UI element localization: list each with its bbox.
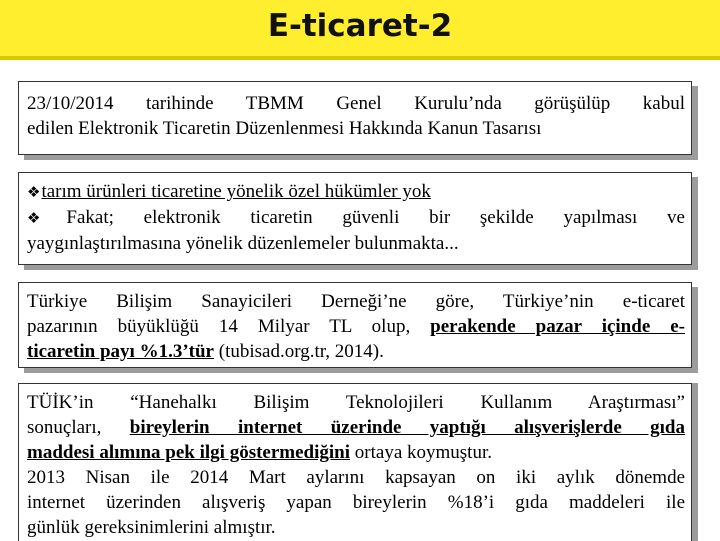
text-box-bullets [18,172,692,265]
box3-line-3 [27,339,685,364]
diamond-bullet-icon: ❖ [27,209,66,227]
box4-line-1: TÜİK’in “Hanehalkı Bilişim Teknolojileri Kullanım Araştırması” [27,392,685,413]
box3-emphasis-2: ticaretin payı %1.3’tür [27,341,214,362]
diamond-bullet-icon: ❖ [27,183,41,201]
bullet-item-1-text: tarım ürünleri ticaretine yönelik özel hükümler yok [41,181,431,202]
box4-emphasis-1: bireylerin internet üzerinde yaptığı alışverişlerde gıda [129,417,685,438]
box4-line-3 [27,440,685,465]
box4-line-3-plain: ortaya koymuştur. [350,442,492,463]
bullet-item-2 [27,205,685,231]
text-box-law-proposal [18,81,692,155]
box4-line-4: 2013 Nisan ile 2014 Mart aylarını kapsayan on iki aylık dönemde [27,467,685,488]
box3-citation: (tubisad.org.tr, 2014). [214,341,384,362]
bullet-item-1 [27,179,685,205]
title-bar [0,0,720,60]
text-box-market-size [18,282,692,368]
box3-line-1: Türkiye Bilişim Sanayicileri Derneği’ne göre, Türkiye’nin e-ticaret [27,291,685,312]
box3-emphasis-1: perakende pazar içinde e- [430,316,685,337]
box3-line-2 [27,314,685,339]
box3-line-2-plain: pazarının büyüklüğü 14 Milyar TL olup, [27,316,431,337]
box4-line-2-plain: sonuçları, [27,417,130,438]
box4-line-2 [27,415,685,440]
bullet-item-2-text: Fakat; elektronik ticaretin güvenli bir şekilde yapılması ve [66,207,685,228]
box4-line-6: günlük gereksinimlerini almıştır. [27,517,276,538]
box4-emphasis-2: maddesi alımına pek ilgi göstermediğini [27,442,351,463]
text-box-tuik-survey [18,383,692,541]
box1-line-2: edilen Elektronik Ticaretin Düzenlenmesi Hakkında Kanun Tasarısı [27,118,542,139]
box1-line-1: 23/10/2014 tarihinde TBMM Genel Kurulu’nda görüşülüp kabul [27,93,685,114]
bullet-item-2-continuation: yaygınlaştırılmasına yönelik düzenlemeler bulunmakta... [27,233,459,254]
slide-title: E-ticaret-2 [267,8,453,44]
box4-line-5: internet üzerinden alışveriş yapan bireylerin %18’i gıda maddeleri ile [27,492,685,513]
